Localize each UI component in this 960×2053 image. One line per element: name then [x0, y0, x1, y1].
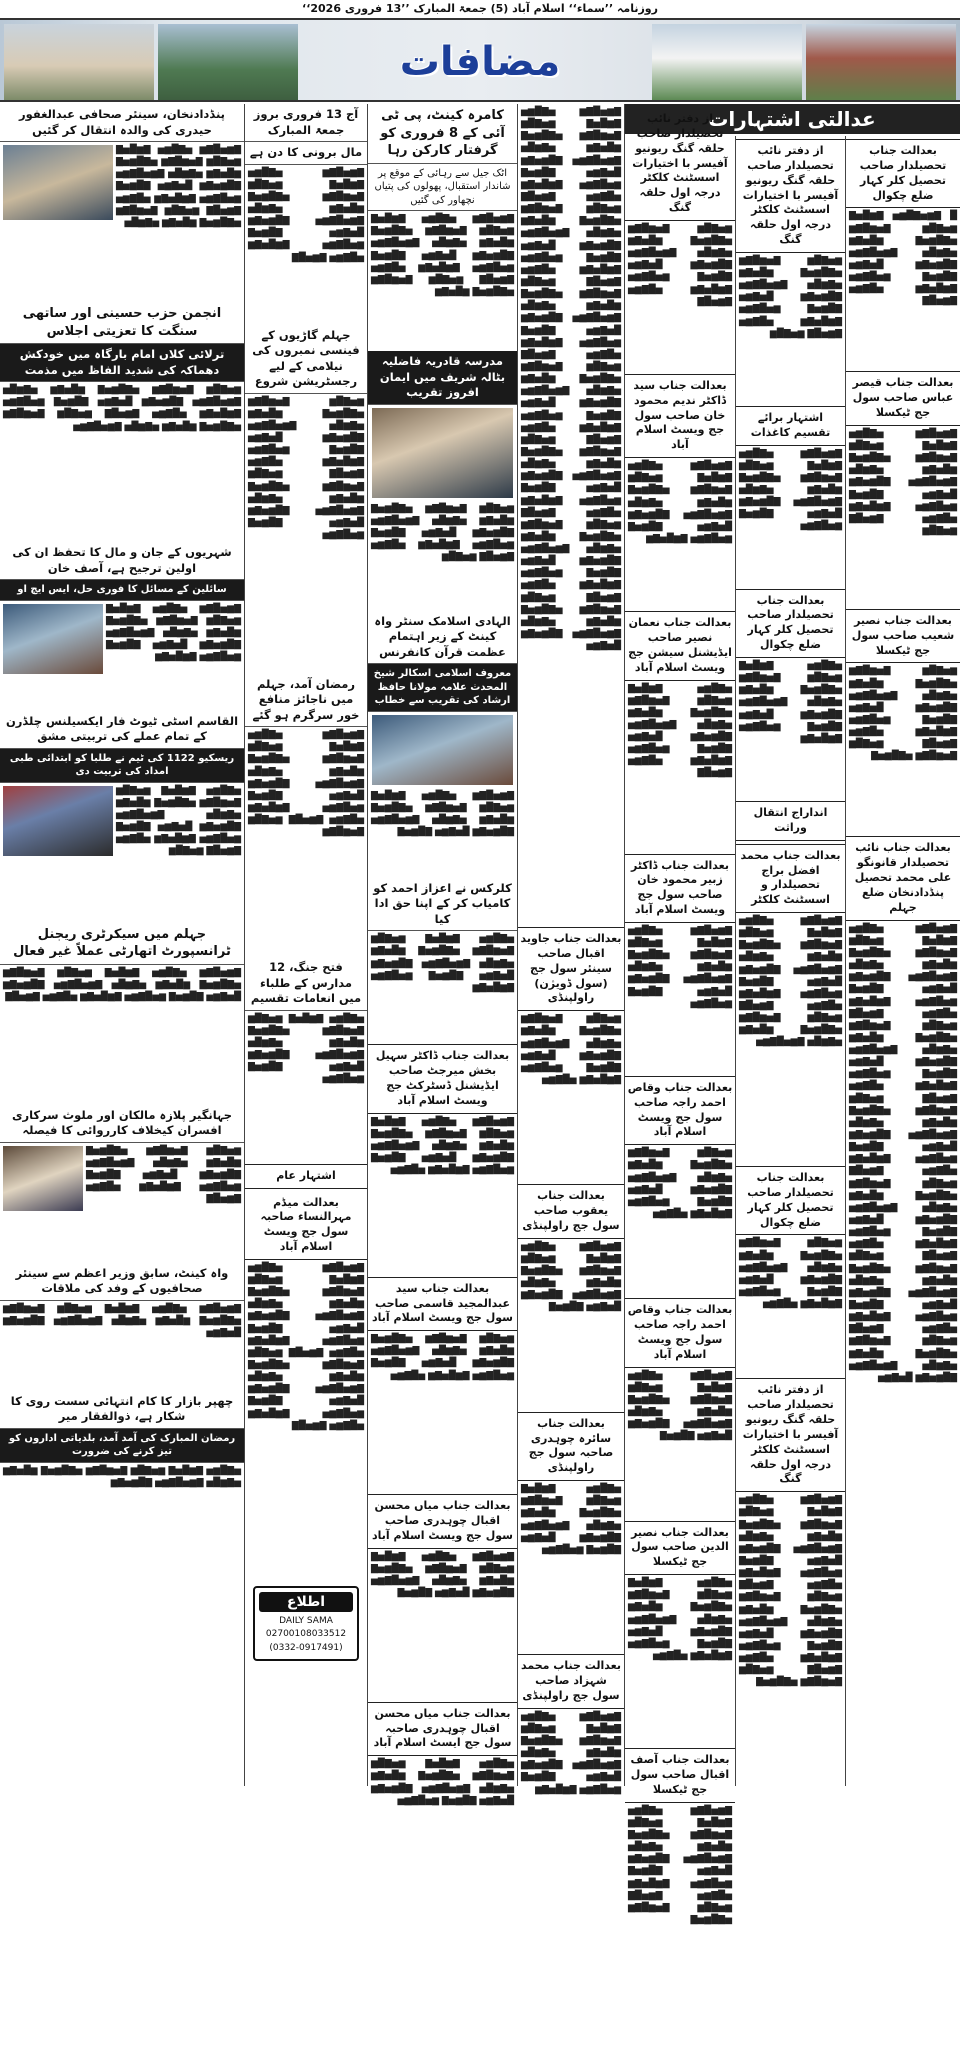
news-continuation: ▇▆▅█▇▆ ▅▇█▆▅ ▇▆█▅▇ ▆▅▇█▆ ▇▅▆█▇▆ ▅▇█▆▅▇ ▆█▅▇▆ ▅▇▆█▅ ▇▆▅█▇▆▅ ▇█▆▅▇▆ █▅▇▆▅ ▇█▆▅▇ ▆▅█▇▆▅ ▇▆█▅▇▆ ▅█▇▆▅ ▇▆▅█▇ ▆▅▇█▆ ▇▅▆█▇▆ ▅▇█▆▅▇ ▆█▅▇▆ ▅▇▆█▅ ▇▆▅█▇▆▅ ▇█▆▅▇▆ █▅▇▆▅ ▇█▆▅▇ ▆▅█▇▆▅ ▇▆█▅▇▆ ▅█▇▆▅ ▇▆▅█▇ ▆▅▇█▆ ▇▅▆█▇▆ ▅▇█▆▅▇ ▆█▅▇▆ ▅▇▆█▅ ▇▆▅█▇▆▅ ▇█▆▅▇▆ █▅▇▆▅ ▇█▆▅▇ ▆▅█▇▆▅ ▇▆█▅▇▆ ▅█▇▆▅ ▇▆▅█▇ ▆▅▇█▆ ▇▅▆█▇▆ ▅▇█▆▅▇ ▆█▅▇▆ ▅▇▆█▅ ▇▆▅█▇▆▅ ▇█▆▅▇▆ █▅▇▆▅ ▇█▆▅▇ ▆▅█▇▆▅ ▇▆█▅▇▆ ▅█▇▆▅ ▇▆▅█▇ ▆▅▇█▆ ▇▅▆█▇▆ ▅▇█▆▅▇ ▆█▅▇▆ ▅▇▆█▅ ▇▆▅█▇▆▅ ▇█▆▅▇▆ █▅▇▆▅ ▇█▆▅▇ ▆▅█▇▆▅ ▇▆█▅▇▆ ▅█▇▆▅ ▇▆▅█▇ ▆▅▇█▆ ▇▅▆█▇▆ ▅▇█▆▅▇ ▆█▅▇▆ ▅▇▆█▅ ▇▆▅█▇▆▅ ▇█▆▅▇▆ █▅▇▆▅ ▇█▆▅▇ ▆▅█▇▆▅ ▇▆█▅▇▆ ▅█▇▆▅ ▇▆▅█▇ ▆▅▇█▆ ▇▅▆█▇▆ ▅▇█▆▅▇ ▆█▅▇▆ ▅▇▆█▅ ▇▆▅█▇▆▅ ▇█▆▅▇▆ █▅▇▆▅	[521, 107, 621, 652]
ad-body: ▇▆▅█▇▆ ▅▇█▆▅ ▇▆█▅▇ ▆▅▇█▆ ▇▅▆█▇▆ ▅▇█▆▅▇ ▆█▅▇▆ ▅▇▆█▅ ▇▆▅█▇▆▅ ▇█▆▅▇▆ █▅▇▆▅ ▇█▆▅▇ ▆▅█▇▆▅ ▇▆█▅▇▆	[628, 461, 732, 544]
court-ad-heading: بعدالت جناب نعمان نصیر صاحب ایڈیشنل سیشن جج ویسٹ اسلام آباد	[625, 611, 735, 680]
date-headline: آج 13 فروری بروز جمعۃ المبارک	[245, 104, 367, 142]
ad-body: ▆▅▇█▆ ▇▅▆█▇▆ ▅▇█▆▅▇ ▆█▅▇▆ ▅▇▆█▅ ▇▆▅█▇▆▅ ▇█▆▅▇▆ █▅▇▆▅ ▇█▆▅▇ ▆▅█▇▆▅ ▇▆█▅▇▆ ▅█▇▆▅ ▇▆▅█▇ ▆▅▇█▆ ▇▅▆█▇▆ ▅▇█▆▅▇	[849, 666, 957, 762]
story-body: ▇▆▅█▇▆ ▅▇█▆▅ ▇▆█▅▇ ▆▅▇█▆ ▇▅▆█▇▆ ▅▇█▆▅▇ ▆█▅▇▆ ▅▇▆█▅ ▇▆▅█▇▆▅ ▇█▆▅▇▆ █▅▇▆▅	[3, 1303, 241, 1339]
masthead-photo-building	[806, 24, 956, 100]
alhadi-photo	[372, 715, 513, 785]
story-body: ▇▆▅█▇▆ ▅▇█▆▅ ▇▆█▅▇ ▆▅▇█▆ ▇▅▆█▇▆ ▅▇█▆▅▇ ▆█▅▇▆ ▅▇▆█▅ ▇▆▅█▇▆▅ ▇█▆▅▇▆ █▅▇▆▅ ▇█▆▅▇ ▆▅█▇▆▅ ▇▆█▅▇▆ ▅█▇▆▅ ▇▆▅█▇ ▆▅▇█▆ ▇▅▆█▇▆	[248, 730, 364, 838]
ad-body: ▇▆▅█▇▆ ▅▇█▆▅ ▇▆█▅▇ ▆▅▇█▆ ▇▅▆█▇▆ ▅▇█▆▅▇ ▆█▅▇▆ ▅▇▆█▅ ▇▆▅█▇▆▅ ▇█▆▅▇▆ █▅▇▆▅ ▇█▆▅▇ ▆▅█▇▆▅ ▇▆█▅▇▆ ▅█▇▆▅ ▇▆▅█▇ ▆▅▇█▆	[849, 428, 957, 537]
public-notice-heading: اشتہار عام	[245, 1164, 367, 1189]
masthead-photo-lake	[158, 24, 298, 100]
headline-2: جہلم گاڑیوں کے فینسی نمبروں کی نیلامی کے لیے رجسٹریشن شروع	[245, 325, 367, 394]
ad-body: ▆▅▇█▆ ▇▅▆█▇▆ ▅▇█▆▅▇ ▆█▅▇▆ ▅▇▆█▅ ▇▆▅█▇▆▅ ▇█▆▅▇▆ █▅▇▆▅ ▇█▆▅▇ ▆▅█▇▆▅ ▇▆█▅▇▆ ▅█▇▆▅	[628, 1148, 732, 1219]
masthead-photo-hotel	[4, 24, 154, 100]
court-ad-heading: بعدالت جناب جاوید اقبال صاحب سینئر سول جج (سول ڈویژن) راولپنڈی	[518, 927, 624, 1011]
headline-ramadan: رمضان المبارک کی آمد آمد، بلدیاتی اداروں کو تیز کرنے کی ضرورت	[0, 1429, 244, 1463]
story-photo	[3, 604, 103, 674]
court-ad-heading: بعدالت جناب نصیر الدین صاحب سول جج ٹیکسلا	[625, 1521, 735, 1576]
ad-body: ▇▆▅█▇▆ ▅▇█▆▅ ▇▆█▅▇ ▆▅▇█▆ ▇▅▆█▇▆ ▅▇█▆▅▇ ▆█▅▇▆ ▅▇▆█▅ ▇▆▅█▇▆▅ ▇█▆▅▇▆ █▅▇▆▅ ▇█▆▅▇ ▆▅█▇▆▅ ▇▆█▅▇▆	[521, 1711, 621, 1795]
dateline: روزنامہ ’’سماء‘‘ اسلام آباد (5) جمعۃ المبارک ’’13 فروری 2026‘‘	[302, 2, 658, 15]
court-column-3	[624, 104, 735, 1925]
headline-sho: سائلین کے مسائل کا فوری حل، ایس ایچ او	[0, 580, 244, 601]
court-ad-heading: بعدالت جناب وقاص احمد راجہ صاحب سول جج ویسٹ اسلام آباد	[625, 1076, 735, 1145]
headline-3: رمضان آمد، جہلم میں ناجائز منافع خور سرگرم ہو گئے	[245, 674, 367, 728]
court-ad-heading: بعدالت جناب نصیر شعیب صاحب سول جج ٹیکسلا	[846, 609, 960, 664]
headline-4: فتح جنگ، 12 مدارس کے طلباء میں انعامات تقسیم	[245, 957, 367, 1011]
court-ad-heading: بعدالت جناب ڈاکٹر سہیل بخش میرجٹ صاحب ایڈیشنل ڈسٹرکٹ جج ویسٹ اسلام آباد	[368, 1044, 517, 1113]
story-photo	[3, 1146, 83, 1211]
lead-subheadline: اٹک جیل سے رہائی کے موقع پر شاندار استقبال، پھولوں کی پتیاں نچھاور کی گئیں	[368, 164, 517, 212]
headline-chhappar-bazar: چھپر بازار کا کام انتہائی سست روی کا شکار ہے، ذوالفقار میر	[0, 1391, 244, 1429]
public-notice-court: بعدالت میڈم مہرالنساء صاحبہ سول جج ویسٹ اسلام آباد	[245, 1192, 367, 1260]
qadria-headline: مدرسہ قادریہ فاضلیہ بٹالہ شریف میں ایمان افروز تقریب	[368, 351, 517, 405]
qadria-photo	[372, 408, 513, 498]
story-photo	[3, 786, 113, 856]
court-ad-heading: بعدالت جناب میاں محسن اقبال چوہدری صاحب سول جج ویسٹ اسلام آباد	[368, 1494, 517, 1549]
headline-tarlai: ترلائی کلاں امام بارگاہ میں خودکش دھماکہ کی شدید الفاظ میں مذمت	[0, 344, 244, 382]
court-ad-heading: بعدالت جناب وقاص احمد راجہ صاحب سول جج ویسٹ اسلام آباد	[625, 1298, 735, 1367]
court-ad-heading: بعدالت جناب سید عبدالمجید قاسمی صاحب سول جج ویسٹ اسلام آباد	[368, 1277, 517, 1332]
story-body: ▇▆▅█▇▆ ▅▇█▆▅ ▇▆█▅▇ ▆▅▇█▆ ▇▅▆█▇▆ ▅▇█▆▅▇ ▆█▅▇▆ ▅▇▆█▅ ▇▆▅█▇▆▅ ▇█▆▅▇▆ █▅▇▆▅ ▇█▆▅▇ ▆▅█▇▆▅ ▇▆█▅▇▆	[106, 603, 241, 663]
ad-body: ▆▅▇█▆ ▇▅▆█▇▆ ▅▇█▆▅▇ ▆█▅▇▆ ▅▇▆█▅ ▇▆▅█▇▆▅ ▇█▆▅▇▆ █▅▇▆▅ ▇█▆▅▇ ▆▅█▇▆▅ ▇▆█▅▇▆ ▅█▇▆▅ ▇▆▅█▇ ▆▅▇█▆	[739, 255, 842, 339]
story-body: ▆▅▇█▆ ▇▅▆█▇▆ ▅▇█▆▅▇ ▆█▅▇▆ ▅▇▆█▅ ▇▆▅█▇▆▅ ▇█▆▅▇▆ █▅▇▆▅ ▇█▆▅▇ ▆▅█▇▆▅ ▇▆█▅▇▆ ▅█▇▆▅ ▇▆▅█▇ ▆▅▇█▆ ▇▅▆█▇▆ ▅▇█▆▅▇ ▆█▅▇▆ ▅▇▆█▅ ▇▆▅█▇▆▅ ▇█▆▅▇▆ █▅▇▆▅ ▇█▆▅▇ ▆▅█▇▆▅	[248, 396, 364, 541]
headline-alqasim: القاسم اسٹی ٹیوٹ فار ایکسیلنس چلڈرن کے تمام عملے کی تربیتی مشق	[0, 711, 244, 749]
ad-body: ▅▇█▆▅ ▇▆█▅▇ ▆▅▇█▆ ▇▅▆█▇▆ ▅▇█▆▅▇ ▆█▅▇▆ ▅▇▆█▅ ▇▆▅█▇▆▅ ▇█▆▅▇▆ █▅▇▆▅ ▇█▆▅▇ ▆▅█▇▆▅	[371, 1759, 514, 1806]
subscription-notice	[253, 1586, 359, 1662]
ad-body: ▇▆▅█▇▆ ▅▇█▆▅ ▇▆█▅▇ ▆▅▇█▆ ▇▅▆█▇▆ ▅▇█▆▅▇ ▆█▅▇▆ ▅▇▆█▅ ▇▆▅█▇▆▅ ▇█▆▅▇▆ █▅▇▆▅ ▇█▆▅▇ ▆▅█▇▆▅	[739, 448, 842, 532]
story-body: ▇▆▅█▇▆ ▅▇█▆▅ ▇▆█▅▇ ▆▅▇█▆ ▇▅▆█▇▆ ▅▇█▆▅▇ ▆█▅▇▆ ▅▇▆█▅ ▇▆▅█▇▆▅ ▇█▆▅▇▆ █▅▇▆▅ ▇█▆▅▇ ▆▅█▇▆▅ ▇▆█▅▇▆ ▅█▇▆▅ ▇▆▅█▇ ▆▅▇█▆ ▇▅▆█▇▆ ▅▇█▆▅▇ ▆█▅▇▆ ▅▇▆█▅	[116, 145, 241, 228]
ad-body: ▇▆▅█▇▆ ▅▇█▆▅ ▇▆█▅▇ ▆▅▇█▆ ▇▅▆█▇▆ ▅▇█▆▅▇ ▆█▅▇▆ ▅▇▆█▅ ▇▆▅█▇▆▅ ▇█▆▅▇▆ █▅▇▆▅ ▇█▆▅▇ ▆▅█▇▆▅	[628, 925, 732, 1009]
ad-body: █ ▇▆▅▇█▆▅ ▇▆█▅▇ ▆▅▇█▆ ▇▅▆█▇▆ ▅▇█▆▅▇ ▆█▅▇▆ ▅▇▆█▅ ▇▆▅█▇▆▅ ▇█▆▅▇▆ █▅▇▆▅ ▇█▆▅▇ ▆▅█▇▆▅ ▇▆█▅▇▆ ▅█▇▆▅ ▇▆▅█▇	[849, 211, 957, 307]
masthead-photo-bank	[652, 24, 802, 100]
headline-wah-cantt: واہ کینٹ، سابق وزیر اعظم سے سینئر صحافیوں کے وفد کی ملاقات	[0, 1263, 244, 1301]
ad-body: ▅▇█▆▅ ▇▆█▅▇ ▆▅▇█▆ ▇▅▆█▇▆ ▅▇█▆▅▇ ▆█▅▇▆ ▅▇▆█▅ ▇▆▅█▇▆▅ ▇█▆▅▇▆ █▅▇▆▅ ▇█▆▅▇ ▆▅█▇▆▅	[521, 1484, 621, 1555]
ad-body: ▅▇█▆▅ ▇▆█▅▇ ▆▅▇█▆ ▇▅▆█▇▆ ▅▇█▆▅▇ ▆█▅▇▆ ▅▇▆█▅ ▇▆▅█▇▆▅ ▇█▆▅▇▆ █▅▇▆▅ ▇█▆▅▇ ▆▅█▇▆▅ ▇▆█▅▇▆ ▅█▇▆▅	[628, 1578, 732, 1661]
qadria-body: ▆▅▇█▆ ▇▅▆█▇▆ ▅▇█▆▅▇ ▆█▅▇▆ ▅▇▆█▅ ▇▆▅█▇▆▅ ▇█▆▅▇▆ █▅▇▆▅ ▇█▆▅▇ ▆▅█▇▆▅ ▇▆█▅▇▆ ▅█▇▆▅ ▇▆▅█▇ ▆▅▇█▆	[371, 503, 514, 563]
ad-body: ▇▆▅█▇▆ ▅▇█▆▅ ▇▆█▅▇ ▆▅▇█▆ ▇▅▆█▇▆ ▅▇█▆▅▇ ▆█▅▇▆ ▅▇▆█▅ ▇▆▅█▇▆▅ ▇█▆▅▇▆ █▅▇▆▅ ▇█▆▅▇ ▆▅█▇▆▅ ▇▆█▅▇▆ ▅█▇▆▅	[371, 1116, 514, 1176]
ad-body: ▅▇█▆▅ ▇▆█▅▇ ▆▅▇█▆ ▇▅▆█▇▆ ▅▇█▆▅▇ ▆█▅▇▆ ▅▇▆█▅ ▇▆▅█▇▆▅ ▇█▆▅▇▆ █▅▇▆▅ ▇█▆▅▇ ▆▅█▇▆▅ ▇▆█▅▇▆ ▅█▇▆▅ ▇▆▅█▇	[628, 683, 732, 779]
clerks-body: ▅▇█▆▅ ▇▆█▅▇ ▆▅▇█▆ ▇▅▆█▇▆ ▅▇█▆▅▇ ▆█▅▇▆ ▅▇▆█▅ ▇▆▅█▇▆▅ ▇█▆▅▇▆ █▅▇▆▅ ▇█▆▅▇ ▆▅█▇▆▅ ▇▆█▅▇▆	[371, 934, 514, 993]
masthead	[0, 18, 960, 102]
court-ad-heading: از دفتر نائب تحصیلدار صاحب حلقہ گنگ ریونیو آفیسر با اختیارات اسسٹنٹ کلکٹر درجہ اول حلقہ گنگ	[736, 1378, 845, 1492]
headline-asif-khan: شہریوں کے جان و مال کا تحفظ ان کی اولین ترجیح ہے، آصف خان	[0, 542, 244, 580]
clerks-headline: کلرکس نے اعزاز احمد کو کامیاب کر کے اپنا حق ادا کیا	[368, 878, 517, 932]
court-ad-heading: بعدالت جناب تحصیلدار صاحب تحصیل کلر کہار ضلع چکوال	[736, 1166, 845, 1235]
court-ad-heading: بعدالت جناب سائرہ چوہدری صاحبہ سول جج راولپنڈی	[518, 1412, 624, 1481]
court-column-2	[735, 136, 845, 1786]
ad-body: ▇▆▅█▇▆ ▅▇█▆▅ ▇▆█▅▇ ▆▅▇█▆ ▇▅▆█▇▆ ▅▇█▆▅▇ ▆█▅▇▆ ▅▇▆█▅ ▇▆▅█▇▆▅ ▇█▆▅▇▆ █▅▇▆▅ ▇█▆▅▇ ▆▅█▇▆▅ ▇▆█▅▇▆ ▅█▇▆▅ ▇▆▅█▇ ▆▅▇█▆ ▇▅▆█▇▆ ▅▇█▆▅▇ ▆█▅▇▆ ▅▇▆█▅ ▇▆▅█▇▆▅	[739, 916, 842, 1048]
lead-body: ▇▆▅█▇▆ ▅▇█▆▅ ▇▆█▅▇ ▆▅▇█▆ ▇▅▆█▇▆ ▅▇█▆▅▇ ▆█▅▇▆ ▅▇▆█▅ ▇▆▅█▇▆▅ ▇█▆▅▇▆ █▅▇▆▅ ▇█▆▅▇ ▆▅█▇▆▅ ▇▆█▅▇▆ ▅█▇▆▅ ▇▆▅█▇ ▆▅▇█▆ ▇▅▆█▇▆ ▅▇█▆▅▇ ▆█▅▇▆	[371, 214, 514, 297]
news-column-courts	[517, 104, 624, 1795]
story-body: ▅▇█▆▅ ▇▆█▅▇ ▆▅▇█▆ ▇▅▆█▇▆ ▅▇█▆▅▇ ▆█▅▇▆ ▅▇▆█▅ ▇▆▅█▇▆▅ ▇█▆▅▇▆ █▅▇▆▅ ▇█▆▅▇ ▆▅█▇▆▅ ▇▆█▅▇▆ ▅█▇▆▅ ▇▆▅█▇ ▆▅▇█▆	[116, 785, 241, 857]
public-notice-body: ▇▆▅█▇▆ ▅▇█▆▅ ▇▆█▅▇ ▆▅▇█▆ ▇▅▆█▇▆ ▅▇█▆▅▇ ▆█▅▇▆ ▅▇▆█▅ ▇▆▅█▇▆▅ ▇█▆▅▇▆ █▅▇▆▅ ▇█▆▅▇ ▆▅█▇▆▅ ▇▆█▅▇▆ ▅█▇▆▅ ▇▆▅█▇ ▆▅▇█▆ ▇▅▆█▇▆ ▅▇█▆▅▇ ▆█▅▇▆ ▅▇▆█▅ ▇▆▅█▇▆▅ ▇█▆▅▇▆ █▅▇▆▅ ▇█▆▅▇ ▆▅█▇▆▅ ▇▆█▅▇▆ ▅█▇▆▅ ▇▆▅█▇	[248, 1262, 364, 1431]
court-ad-heading: بعدالت جناب تحصیلدار صاحب تحصیل کلر کہار ضلع چکوال	[846, 139, 960, 208]
court-ad-heading: بعدالت جناب نائب تحصیلدار قانونگو علی محمد تحصیل پنڈدادنخان ضلع جہلم	[846, 836, 960, 920]
notice-account-number: 02700108033512	[265, 1629, 347, 1640]
ad-body: ▇▆▅█▇▆ ▅▇█▆▅ ▇▆█▅▇ ▆▅▇█▆ ▇▅▆█▇▆ ▅▇█▆▅▇ ▆█▅▇▆ ▅▇▆█▅ ▇▆▅█▇▆▅ ▇█▆▅▇▆ █▅▇▆▅ ▇█▆▅▇ ▆▅█▇▆▅ ▇▆█▅▇▆ ▅█▇▆▅ ▇▆▅█▇ ▆▅▇█▆ ▇▅▆█▇▆ ▅▇█▆▅▇	[628, 1805, 732, 1925]
headline-rescue-1122: ریسکیو 1122 کی ٹیم نے طلبا کو ابتدائی طبی امداد کی تربیت دی	[0, 749, 244, 783]
court-ad-heading: بعدالت جناب محمد شہزاد صاحب سول جج راولپنڈی	[518, 1654, 624, 1709]
court-ad-heading: از دفتر نائب تحصیلدار صاحب حلقہ گنگ ریونیو آفیسر با اختیارات اسسٹنٹ کلکٹر درجہ اول حلقہ گنگ	[625, 107, 735, 221]
alhadi-headline: الہادی اسلامک سنٹر واہ کینٹ کے زیر اہتمام عظمت قرآن کانفرنس	[368, 611, 517, 665]
story-body: ▆▅▇█▆ ▇▅▆█▇▆ ▅▇█▆▅▇ ▆█▅▇▆ ▅▇▆█▅ ▇▆▅█▇▆▅ ▇█▆▅▇▆ █▅▇▆▅ ▇█▆▅▇ ▆▅█▇▆▅ ▇▆█▅▇▆ ▅█▇▆▅ ▇▆▅█▇	[86, 1145, 241, 1205]
court-ad-heading: بعدالت جناب آصف اقبال صاحب سول جج ٹیکسلا	[625, 1748, 735, 1803]
story-body: ▅▇█▆▅ ▇▆█▅▇ ▆▅▇█▆ ▇▅▆█▇▆ ▅▇█▆▅▇ ▆█▅▇▆ ▅▇▆█▅ ▇▆▅█▇▆▅ ▇█▆▅▇▆ █▅▇▆▅ ▇█▆▅▇ ▆▅█▇▆▅	[248, 1013, 364, 1085]
story-body: ▇▆▅█▇▆ ▅▇█▆▅ ▇▆█▅▇ ▆▅▇█▆ ▇▅▆█▇▆ ▅▇█▆▅▇ ▆█▅▇▆ ▅▇▆█▅ ▇▆▅█▇▆▅ ▇█▆▅▇▆ █▅▇▆▅ ▇█▆▅▇ ▆▅█▇▆▅ ▇▆█▅▇▆ ▅█▇▆▅ ▇▆▅█▇	[248, 167, 364, 263]
court-ad-heading: اشتہار برائے تقسیم کاغذات	[736, 406, 845, 446]
news-column-main	[367, 104, 517, 1806]
notice-phone: (0332-0917491)	[269, 1642, 343, 1653]
ad-body: ▆▅▇█▆ ▇▅▆█▇▆ ▅▇█▆▅▇ ▆█▅▇▆ ▅▇▆█▅ ▇▆▅█▇▆▅ ▇█▆▅▇▆ █▅▇▆▅ ▇█▆▅▇ ▆▅█▇▆▅ ▇▆█▅▇▆ ▅█▇▆▅	[521, 1014, 621, 1085]
story-photo	[3, 145, 113, 220]
headline-1: مال برونی کا دن ہے	[245, 142, 367, 165]
court-column-1	[845, 136, 960, 1786]
headline-rta: جہلم میں سیکرٹری ریجنل ٹرانسپورٹ اتھارٹی عملاً غیر فعال	[0, 923, 244, 965]
lead-headline: کامرہ کینٹ، پی ٹی آئی کے 8 فروری کو گرفتار کارکن رہا	[368, 104, 517, 164]
court-ad-heading: از دفتر نائب تحصیلدار صاحب حلقہ گنگ ریونیو آفیسر با اختیارات اسسٹنٹ کلکٹر درجہ اول حلقہ گنگ	[736, 139, 845, 253]
headline-jahangir-plaza: جہانگیر پلازہ مالکان اور ملوث سرکاری افسران کیخلاف کارروائی کا فیصلہ	[0, 1105, 244, 1143]
regional-news-column	[0, 104, 244, 1786]
ad-body: ▆▅▇█▆ ▇▅▆█▇▆ ▅▇█▆▅▇ ▆█▅▇▆ ▅▇▆█▅ ▇▆▅█▇▆▅ ▇█▆▅▇▆ █▅▇▆▅ ▇█▆▅▇ ▆▅█▇▆▅ ▇▆█▅▇▆ ▅█▇▆▅	[371, 1334, 514, 1381]
ad-body: ▇▆▅█▇▆ ▅▇█▆▅ ▇▆█▅▇ ▆▅▇█▆ ▇▅▆█▇▆ ▅▇█▆▅▇ ▆█▅▇▆ ▅▇▆█▅ ▇▆▅█▇▆▅ ▇█▆▅▇▆ █▅▇▆▅ ▇█▆▅▇ ▆▅█▇▆▅ ▇▆█▅▇▆ ▅█▇▆▅ ▇▆▅█▇ ▆▅▇█▆ ▇▅▆█▇▆ ▅▇█▆▅▇ ▆█▅▇▆ ▅▇▆█▅ ▇▆▅█▇▆▅ ▇█▆▅▇▆ █▅▇▆▅ ▇█▆▅▇ ▆▅█▇▆▅ ▇▆█▅▇▆ ▅█▇▆▅ ▇▆▅█▇ ▆▅▇█▆ ▇▅▆█▇▆ ▅▇█▆▅▇	[739, 1495, 842, 1688]
story-body: ▇▆▅█▇▆ ▅▇█▆▅ ▇▆█▅▇ ▆▅▇█▆ ▇▅▆█▇▆ ▅▇█▆▅▇ ▆█▅▇▆ ▅▇▆█▅ ▇▆▅█▇▆▅ ▇█▆▅▇▆ █▅▇▆▅ ▇█▆▅▇ ▆▅█▇▆▅ ▇▆█▅▇▆ ▅█▇▆▅ ▇▆▅█▇	[3, 967, 241, 1003]
story-body: ▆▅▇█▆ ▇▅▆█▇▆ ▅▇█▆▅▇ ▆█▅▇▆ ▅▇▆█▅ ▇▆▅█▇▆▅ ▇█▆▅▇▆ █▅▇▆▅ ▇█▆▅▇ ▆▅█▇▆▅ ▇▆█▅▇▆ ▅█▇▆▅ ▇▆▅█▇ ▆▅▇█▆ ▇▅▆█▇▆ ▅▇█▆▅▇ ▆█▅▇▆ ▅▇▆█▅ ▇▆▅█▇▆▅	[3, 385, 241, 432]
headline-anjuman: انجمن حزب حسینی اور ساتھی سنگت کا تعزیتی اجلاس	[0, 302, 244, 344]
alhadi-body: ▇▆▅█▇▆ ▅▇█▆▅ ▇▆█▅▇ ▆▅▇█▆ ▇▅▆█▇▆ ▅▇█▆▅▇ ▆█▅▇▆ ▅▇▆█▅ ▇▆▅█▇▆▅ ▇█▆▅▇▆ █▅▇▆▅ ▇█▆▅▇	[371, 790, 514, 838]
ad-body: ▇▆▅█▇▆ ▅▇█▆▅ ▇▆█▅▇ ▆▅▇█▆ ▇▅▆█▇▆ ▅▇█▆▅▇ ▆█▅▇▆ ▅▇▆█▅ ▇▆▅█▇▆▅ ▇█▆▅▇▆ █▅▇▆▅ ▇█▆▅▇	[628, 1370, 732, 1442]
ad-body: ▇▆▅█▇▆ ▅▇█▆▅ ▇▆█▅▇ ▆▅▇█▆ ▇▅▆█▇▆ ▅▇█▆▅▇ ▆█▅▇▆ ▅▇▆█▅ ▇▆▅█▇▆▅ ▇█▆▅▇▆ █▅▇▆▅ ▇█▆▅▇ ▆▅█▇▆▅ ▇▆█▅▇▆ ▅█▇▆▅ ▇▆▅█▇ ▆▅▇█▆ ▇▅▆█▇▆ ▅▇█▆▅▇ ▆█▅▇▆ ▅▇▆█▅ ▇▆▅█▇▆▅ ▇█▆▅▇▆ █▅▇▆▅ ▇█▆▅▇ ▆▅█▇▆▅ ▇▆█▅▇▆ ▅█▇▆▅ ▇▆▅█▇ ▆▅▇█▆ ▇▅▆█▇▆ ▅▇█▆▅▇ ▆█▅▇▆ ▅▇▆█▅ ▇▆▅█▇▆▅ ▇█▆▅▇▆ █▅▇▆▅ ▇█▆▅▇ ▆▅█▇▆▅ ▇▆█▅▇▆ ▅█▇▆▅ ▇▆▅█▇ ▆▅▇█▆ ▇▅▆█▇▆ ▅▇█▆▅▇ ▆█▅▇▆ ▅▇▆█▅ ▇▆▅█▇▆▅ ▇█▆▅▇▆ █▅▇▆▅ ▇█▆▅▇ ▆▅█▇▆▅ ▇▆█▅▇▆ ▅█▇▆▅ ▇▆▅█▇ ▆▅▇█▆ ▇▅▆█▇▆ ▅▇█▆▅▇ ▆█▅▇▆ ▅▇▆█▅ ▇▆▅█▇▆▅ ▇█▆▅▇▆ █▅▇▆▅ ▇█▆▅▇ ▆▅█▇▆▅ ▇▆█▅▇▆ ▅█▇▆▅ ▇▆▅█▇ ▆▅▇█▆ ▇▅▆█▇▆ ▅▇█▆▅▇ ▆█▅▇▆ ▅▇▆█▅ ▇▆▅█▇▆▅ ▇█▆▅▇▆ █▅▇▆▅	[849, 923, 957, 1383]
ad-body: ▆▅▇█▆ ▇▅▆█▇▆ ▅▇█▆▅▇ ▆█▅▇▆ ▅▇▆█▅ ▇▆▅█▇▆▅ ▇█▆▅▇▆ █▅▇▆▅ ▇█▆▅▇ ▆▅█▇▆▅ ▇▆█▅▇▆ ▅█▇▆▅	[739, 1238, 842, 1310]
local-news-column	[244, 104, 367, 1786]
court-ad-heading: انداراج انتقال وراثت	[736, 801, 845, 841]
ad-body: ▆▅▇█▆ ▇▅▆█▇▆ ▅▇█▆▅▇ ▆█▅▇▆ ▅▇▆█▅ ▇▆▅█▇▆▅ ▇█▆▅▇▆ █▅▇▆▅ ▇█▆▅▇ ▆▅█▇▆▅ ▇▆█▅▇▆ ▅█▇▆▅ ▇▆▅█▇	[628, 223, 732, 307]
notice-paper-name: DAILY SAMA	[279, 1615, 333, 1626]
section-title: مضافات	[399, 39, 561, 85]
court-ad-heading: بعدالت جناب یعقوب صاحب سول جج راولپنڈی	[518, 1184, 624, 1239]
ad-body: ▇▆▅█▇▆ ▅▇█▆▅ ▇▆█▅▇ ▆▅▇█▆ ▇▅▆█▇▆ ▅▇█▆▅▇ ▆█▅▇▆ ▅▇▆█▅ ▇▆▅█▇▆▅ ▇█▆▅▇▆ █▅▇▆▅ ▇█▆▅▇	[371, 1551, 514, 1599]
court-ad-heading: بعدالت جناب محمد افضل براج تحصیلدار و اسسٹنٹ کلکٹر	[736, 844, 845, 913]
story-body: ▅▇█▆▅ ▇▆█▅▇ ▆▅▇█▆ ▇▅▆█▇▆ ▅▇█▆▅▇ ▆█▅▇▆ ▅▇▆█▅ ▇▆▅█▇▆▅ ▇█▆▅▇▆	[3, 1465, 241, 1489]
ad-body: ▇▆▅█▇▆ ▅▇█▆▅ ▇▆█▅▇ ▆▅▇█▆ ▇▅▆█▇▆ ▅▇█▆▅▇ ▆█▅▇▆ ▅▇▆█▅ ▇▆▅█▇▆▅ ▇█▆▅▇▆ █▅▇▆▅ ▇█▆▅▇	[521, 1241, 621, 1313]
court-ad-heading: بعدالت جناب سید ڈاکٹر ندیم محمود خان صاحب سول جج ویسٹ اسلام آباد	[625, 374, 735, 458]
court-ad-heading: بعدالت جناب میاں محسن اقبال چوہدری صاحبہ سول جج ایسٹ اسلام آباد	[368, 1702, 517, 1757]
marouf-headline: معروف اسلامی اسکالر شیخ المحدث علامہ مولانا حافظ ارشاد کی تقریب سے خطاب	[368, 664, 517, 712]
notice-title: اطلاع	[259, 1592, 353, 1612]
headline-pind-dadan-khan: پنڈدادنخان، سینئر صحافی عبدالغفور حیدری کی والدہ انتقال کر گئیں	[0, 104, 244, 142]
ad-body: ▅▇█▆▅ ▇▆█▅▇ ▆▅▇█▆ ▇▅▆█▇▆ ▅▇█▆▅▇ ▆█▅▇▆ ▅▇▆█▅ ▇▆▅█▇▆▅ ▇█▆▅▇▆ █▅▇▆▅ ▇█▆▅▇ ▆▅█▇▆▅ ▇▆█▅▇▆	[739, 660, 842, 744]
court-ad-heading: بعدالت جناب ڈاکٹر زبیر محمود خان صاحب سول جج ویسٹ اسلام آباد	[625, 854, 735, 923]
court-ad-heading: بعدالت جناب قیصر عباس صاحب سول جج ٹیکسلا	[846, 371, 960, 426]
court-ads-banner-label: عدالتی اشتہارات	[624, 104, 960, 134]
court-ad-heading: بعدالت جناب تحصیلدار صاحب تحصیل کلر کہار ضلع چکوال	[736, 589, 845, 658]
